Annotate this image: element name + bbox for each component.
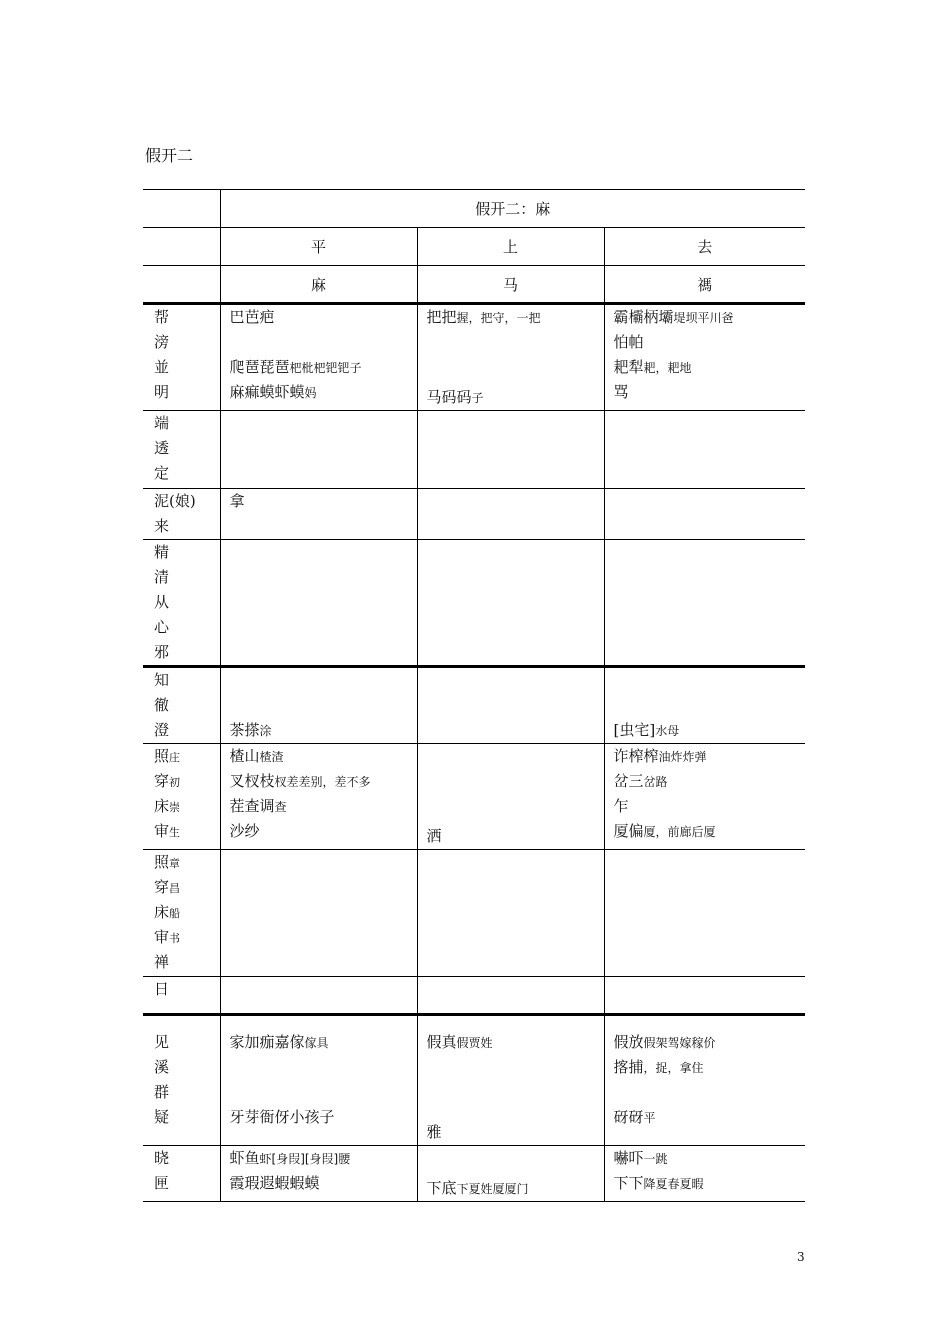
initial-label: 见 — [154, 1033, 170, 1051]
rhyme-shang: 马 — [417, 266, 604, 304]
entry-line — [614, 615, 806, 640]
entry-line: 假真假贾姓 — [426, 1033, 493, 1051]
entry-line — [427, 355, 604, 380]
table-row — [143, 1015, 805, 1146]
entry-line — [427, 744, 604, 769]
table-row — [143, 304, 805, 411]
col-ping — [220, 744, 417, 850]
table-title: 假开二：麻 — [220, 190, 805, 228]
entry-line — [427, 565, 604, 590]
col-ping — [220, 977, 417, 1015]
initial-label: 透 — [154, 439, 170, 457]
entry-line — [427, 900, 604, 925]
entry-line — [230, 436, 417, 461]
initials-cell — [143, 850, 220, 977]
entry-line — [427, 1055, 604, 1080]
entry-line — [427, 769, 604, 794]
entry-line — [230, 925, 417, 950]
entry-line — [427, 1146, 604, 1171]
entry-line — [230, 1055, 417, 1080]
entry-line — [614, 900, 806, 925]
col-shang — [417, 1015, 604, 1146]
entry-line: 沙纱 — [229, 822, 260, 840]
rhyme-table-body — [143, 190, 805, 1202]
entry-line — [230, 514, 417, 539]
entry-line: 马码码子 — [426, 388, 484, 406]
entry-line — [614, 850, 806, 875]
page-number: 3 — [797, 1250, 805, 1264]
entry-line — [427, 489, 604, 514]
entry-line: 下底下夏姓厦厦门 — [426, 1179, 529, 1197]
entry-line: 雅 — [426, 1123, 442, 1141]
entry-line — [427, 794, 604, 819]
entry-line: 叉杈枝杈差差别，差不多 — [229, 772, 371, 790]
entry-line: 楂山楂渣 — [229, 747, 284, 765]
initial-label: 定 — [154, 464, 170, 482]
entry-line: 揢捕，捉，拿住 — [613, 1058, 704, 1076]
entry-line: 家加痂嘉傢傢具 — [229, 1033, 329, 1051]
entry-line — [427, 977, 604, 1002]
col-ping — [220, 850, 417, 977]
col-shang — [417, 667, 604, 744]
page-heading: 假开二 — [145, 146, 194, 165]
title-row — [143, 190, 805, 228]
rhyme-table — [143, 189, 805, 1202]
initial-label: 穿初 — [154, 772, 181, 790]
col-ping — [220, 411, 417, 489]
col-ping — [220, 540, 417, 667]
initial-label: 泥(娘) — [154, 492, 196, 510]
col-shang — [417, 489, 604, 540]
entry-line — [230, 693, 417, 718]
entry-line — [427, 925, 604, 950]
rhyme-qu: 禡 — [604, 266, 805, 304]
col-shang — [417, 304, 604, 411]
entry-line: 麻痲蟆虾蟆妈 — [229, 383, 317, 401]
entry-line — [614, 514, 806, 539]
initial-label: 澄 — [154, 721, 170, 739]
entry-line — [230, 411, 417, 436]
initials-cell — [143, 1146, 220, 1202]
entry-line — [614, 977, 806, 1002]
initial-label: 精 — [154, 543, 170, 561]
initial-label: 照庄 — [154, 747, 181, 765]
table-row — [143, 667, 805, 744]
entry-line: 爬琶琵琶杷枇杷钯钯子 — [229, 358, 362, 376]
entry-line: 诈榨榨油炸炸弹 — [613, 747, 707, 765]
col-ping — [220, 667, 417, 744]
entry-line: 乍 — [613, 797, 629, 815]
entry-line: 牙芽衙伢小孩子 — [229, 1108, 335, 1126]
entry-line — [230, 668, 417, 693]
initials-cell — [143, 977, 220, 1015]
table-row — [143, 1146, 805, 1202]
tone-row — [143, 228, 805, 266]
initial-label: 床船 — [154, 903, 181, 921]
entry-line — [427, 461, 604, 486]
initials-cell — [143, 667, 220, 744]
initial-label: 照章 — [154, 853, 181, 871]
entry-line — [427, 640, 604, 665]
entry-line — [614, 925, 806, 950]
table-row — [143, 411, 805, 489]
col-qu — [604, 850, 805, 977]
initials-cell — [143, 411, 220, 489]
corner-cell — [143, 266, 220, 304]
initial-label: 帮 — [154, 308, 170, 326]
initial-label: 疑 — [154, 1108, 170, 1126]
entry-line — [614, 489, 806, 514]
entry-line — [230, 875, 417, 900]
initial-label: 群 — [154, 1083, 170, 1101]
col-ping — [220, 1146, 417, 1202]
col-ping — [220, 489, 417, 540]
entry-line — [230, 590, 417, 615]
tone-ping: 平 — [220, 228, 417, 266]
initial-label: 知 — [154, 671, 170, 689]
entry-line — [427, 436, 604, 461]
entry-line — [427, 668, 604, 693]
entry-line: 假放假架驾嫁稼价 — [613, 1033, 716, 1051]
corner-cell — [143, 228, 220, 266]
entry-line: 巴芭疤 — [229, 308, 275, 326]
entry-line — [427, 540, 604, 565]
initial-label: 来 — [154, 517, 170, 535]
entry-line: 霞瑕遐蝦蝦蟆 — [229, 1174, 320, 1192]
col-shang — [417, 850, 604, 977]
table-row — [143, 489, 805, 540]
col-shang — [417, 977, 604, 1015]
col-qu — [604, 744, 805, 850]
col-qu — [604, 1146, 805, 1202]
entry-line: 耙犁耙，耙地 — [613, 358, 692, 376]
entry-line — [427, 875, 604, 900]
initial-label: 审生 — [154, 822, 181, 840]
col-qu — [604, 304, 805, 411]
entry-line — [427, 514, 604, 539]
entry-line — [230, 900, 417, 925]
initial-label: 明 — [154, 383, 170, 401]
initial-label: 禅 — [154, 953, 170, 971]
entry-line: 茶搽涂 — [229, 721, 272, 739]
entry-line — [230, 461, 417, 486]
initial-label: 並 — [154, 358, 170, 376]
rhyme-ping: 麻 — [220, 266, 417, 304]
initials-cell — [143, 540, 220, 667]
entry-line: 把把握，把守，一把 — [426, 308, 541, 326]
entry-line — [614, 668, 806, 693]
entry-line — [427, 950, 604, 975]
tone-qu: 去 — [604, 228, 805, 266]
table-row — [143, 744, 805, 850]
table-row — [143, 850, 805, 977]
col-shang — [417, 411, 604, 489]
entry-line — [614, 640, 806, 665]
entry-line — [427, 411, 604, 436]
entry-line — [427, 615, 604, 640]
entry-line — [230, 950, 417, 975]
entry-line — [614, 1080, 806, 1105]
col-shang — [417, 540, 604, 667]
initial-label: 溪 — [154, 1058, 170, 1076]
initial-label: 清 — [154, 568, 170, 586]
initials-cell — [143, 304, 220, 411]
tone-shang: 上 — [417, 228, 604, 266]
entry-line: 厦偏厦，前廊后厦 — [613, 822, 716, 840]
entry-line — [614, 693, 806, 718]
entry-line — [614, 590, 806, 615]
table-row — [143, 977, 805, 1015]
col-qu — [604, 411, 805, 489]
entry-line — [230, 565, 417, 590]
entry-line: 下下降夏春夏暇 — [613, 1174, 704, 1192]
initial-label: 邪 — [154, 643, 170, 661]
entry-line: [虫宅]水母 — [613, 721, 680, 739]
col-ping — [220, 304, 417, 411]
entry-line — [230, 1080, 417, 1105]
initial-label: 穿昌 — [154, 878, 181, 896]
entry-line: 砑砑平 — [613, 1108, 656, 1126]
entry-line: 嚇吓一跳 — [613, 1149, 668, 1167]
entry-line — [614, 540, 806, 565]
initial-label: 滂 — [154, 333, 170, 351]
initial-label: 心 — [154, 618, 170, 636]
entry-line: 岔三岔路 — [613, 772, 668, 790]
initial-label: 晓 — [154, 1149, 170, 1167]
rhyme-row — [143, 266, 805, 304]
entry-line — [614, 875, 806, 900]
entry-line — [230, 615, 417, 640]
entry-line — [614, 411, 806, 436]
col-qu — [604, 977, 805, 1015]
col-qu — [604, 540, 805, 667]
initial-label: 从 — [154, 593, 170, 611]
table-row — [143, 540, 805, 667]
entry-line — [614, 950, 806, 975]
col-qu — [604, 1015, 805, 1146]
col-qu — [604, 489, 805, 540]
entry-line — [614, 436, 806, 461]
initial-label: 审书 — [154, 928, 181, 946]
entry-line — [427, 590, 604, 615]
initials-cell — [143, 1015, 220, 1146]
entry-line — [230, 977, 417, 1002]
entry-line — [614, 565, 806, 590]
col-shang — [417, 744, 604, 850]
entry-line: 茬查调查 — [229, 797, 287, 815]
initial-label: 端 — [154, 414, 170, 432]
entry-line — [230, 850, 417, 875]
col-qu — [604, 667, 805, 744]
corner-cell — [143, 190, 220, 228]
entry-line — [614, 461, 806, 486]
entry-line: 怕帕 — [613, 333, 644, 351]
initials-cell — [143, 744, 220, 850]
col-shang — [417, 1146, 604, 1202]
entry-line — [427, 330, 604, 355]
entry-line — [427, 850, 604, 875]
initial-label: 床崇 — [154, 797, 181, 815]
entry-line: 骂 — [613, 383, 629, 401]
entry-line: 拿 — [229, 492, 245, 510]
entry-line — [427, 1080, 604, 1105]
entry-line: 霸欛柄壩堤坝平川爸 — [613, 308, 734, 326]
entry-line: 虾鱼虾[身叚][身叚]腰 — [229, 1149, 351, 1167]
initial-label: 匣 — [154, 1174, 170, 1192]
initials-cell — [143, 489, 220, 540]
entry-line — [230, 640, 417, 665]
entry-line: 洒 — [426, 827, 442, 845]
entry-line — [427, 718, 604, 743]
col-ping — [220, 1015, 417, 1146]
initial-label: 日 — [154, 980, 170, 998]
entry-line — [230, 540, 417, 565]
entry-line — [230, 330, 417, 355]
initial-label: 徹 — [154, 696, 170, 714]
entry-line — [427, 693, 604, 718]
